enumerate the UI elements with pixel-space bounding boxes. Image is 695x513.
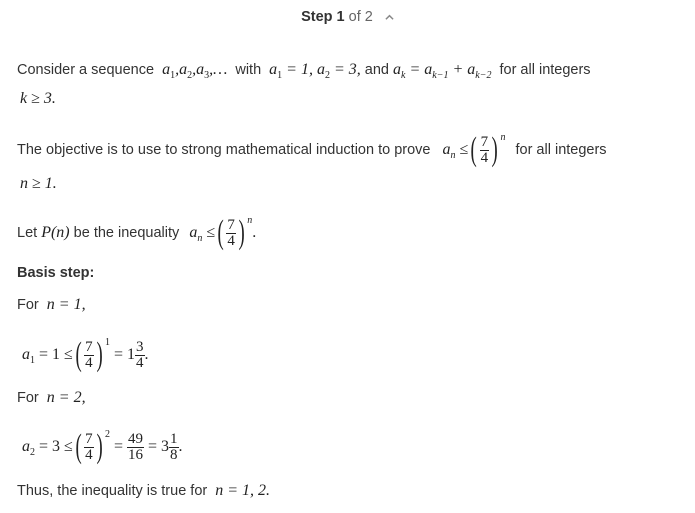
initial-values: $a_1 = 1$, $a_2 = 3$, xyxy=(265,61,361,81)
objective-text-1: The objective is to use to strong mathematical induction to prove xyxy=(17,142,431,158)
step-label: Step 1 xyxy=(301,9,345,25)
n-condition: n ≥ 1. xyxy=(20,175,57,192)
conclusion-cond: n = 1, 2. xyxy=(215,482,271,499)
case2-cond: n = 2, xyxy=(46,389,86,406)
letp-line: Let P(n) be the inequality $a_n$ ≤( $\frac{7}{4}$ ) $^n$. xyxy=(17,214,257,252)
step-of-label: of 2 xyxy=(348,9,373,25)
intro-line xyxy=(17,59,591,87)
chevron-up-icon[interactable] xyxy=(385,13,394,22)
objective-cond xyxy=(20,173,57,195)
intro-text-3: and xyxy=(364,62,389,78)
case1-math: $a_1 = 1$ ≤( $\frac{7}{4}$ ) $^1$ = 1 $\frac{3}{4}$ . xyxy=(22,336,149,374)
recurrence: $a_k = a_{k-1} + a_{k-2}$ xyxy=(393,61,492,81)
intro-text-4: for all integers xyxy=(499,62,591,78)
p-inequality: $a_n$ ≤ xyxy=(189,224,216,244)
objective-text-2: for all integers xyxy=(515,142,607,158)
p-of-n: P(n) xyxy=(41,224,70,241)
step-header[interactable] xyxy=(0,8,695,26)
intro-text-1: Consider a sequence xyxy=(17,62,155,78)
case1-cond: n = 1, xyxy=(46,296,86,313)
letp-text-2: be the inequality xyxy=(73,225,180,241)
case2-math: $a_2 = 3$ ≤( $\frac{7}{4}$ ) $^2$ = $\frac{49}{16}$ = 3 $\frac{1}{8}$ . xyxy=(22,428,183,466)
intro-cond xyxy=(20,88,56,110)
intro-text-2: with xyxy=(235,62,262,78)
objective-inequality: $a_n$ ≤ xyxy=(442,141,469,161)
case2-line: For n = 2, xyxy=(17,389,86,406)
letp-text-1: Let xyxy=(17,225,38,241)
objective-line: The objective is to use to strong mathematical induction to prove $a_n$ ≤( $\frac{7}{4}$ ) $^n$ for all integers xyxy=(17,131,607,169)
case1-line: For n = 1, xyxy=(17,296,86,313)
conclusion-line: Thus, the inequality is true for n = 1, 2. xyxy=(17,482,271,499)
sequence-expr: $a_1,a_2,a_3,\dots$ xyxy=(158,61,232,81)
k-condition: k ≥ 3. xyxy=(20,90,56,107)
basis-title: Basis step: xyxy=(17,265,95,281)
